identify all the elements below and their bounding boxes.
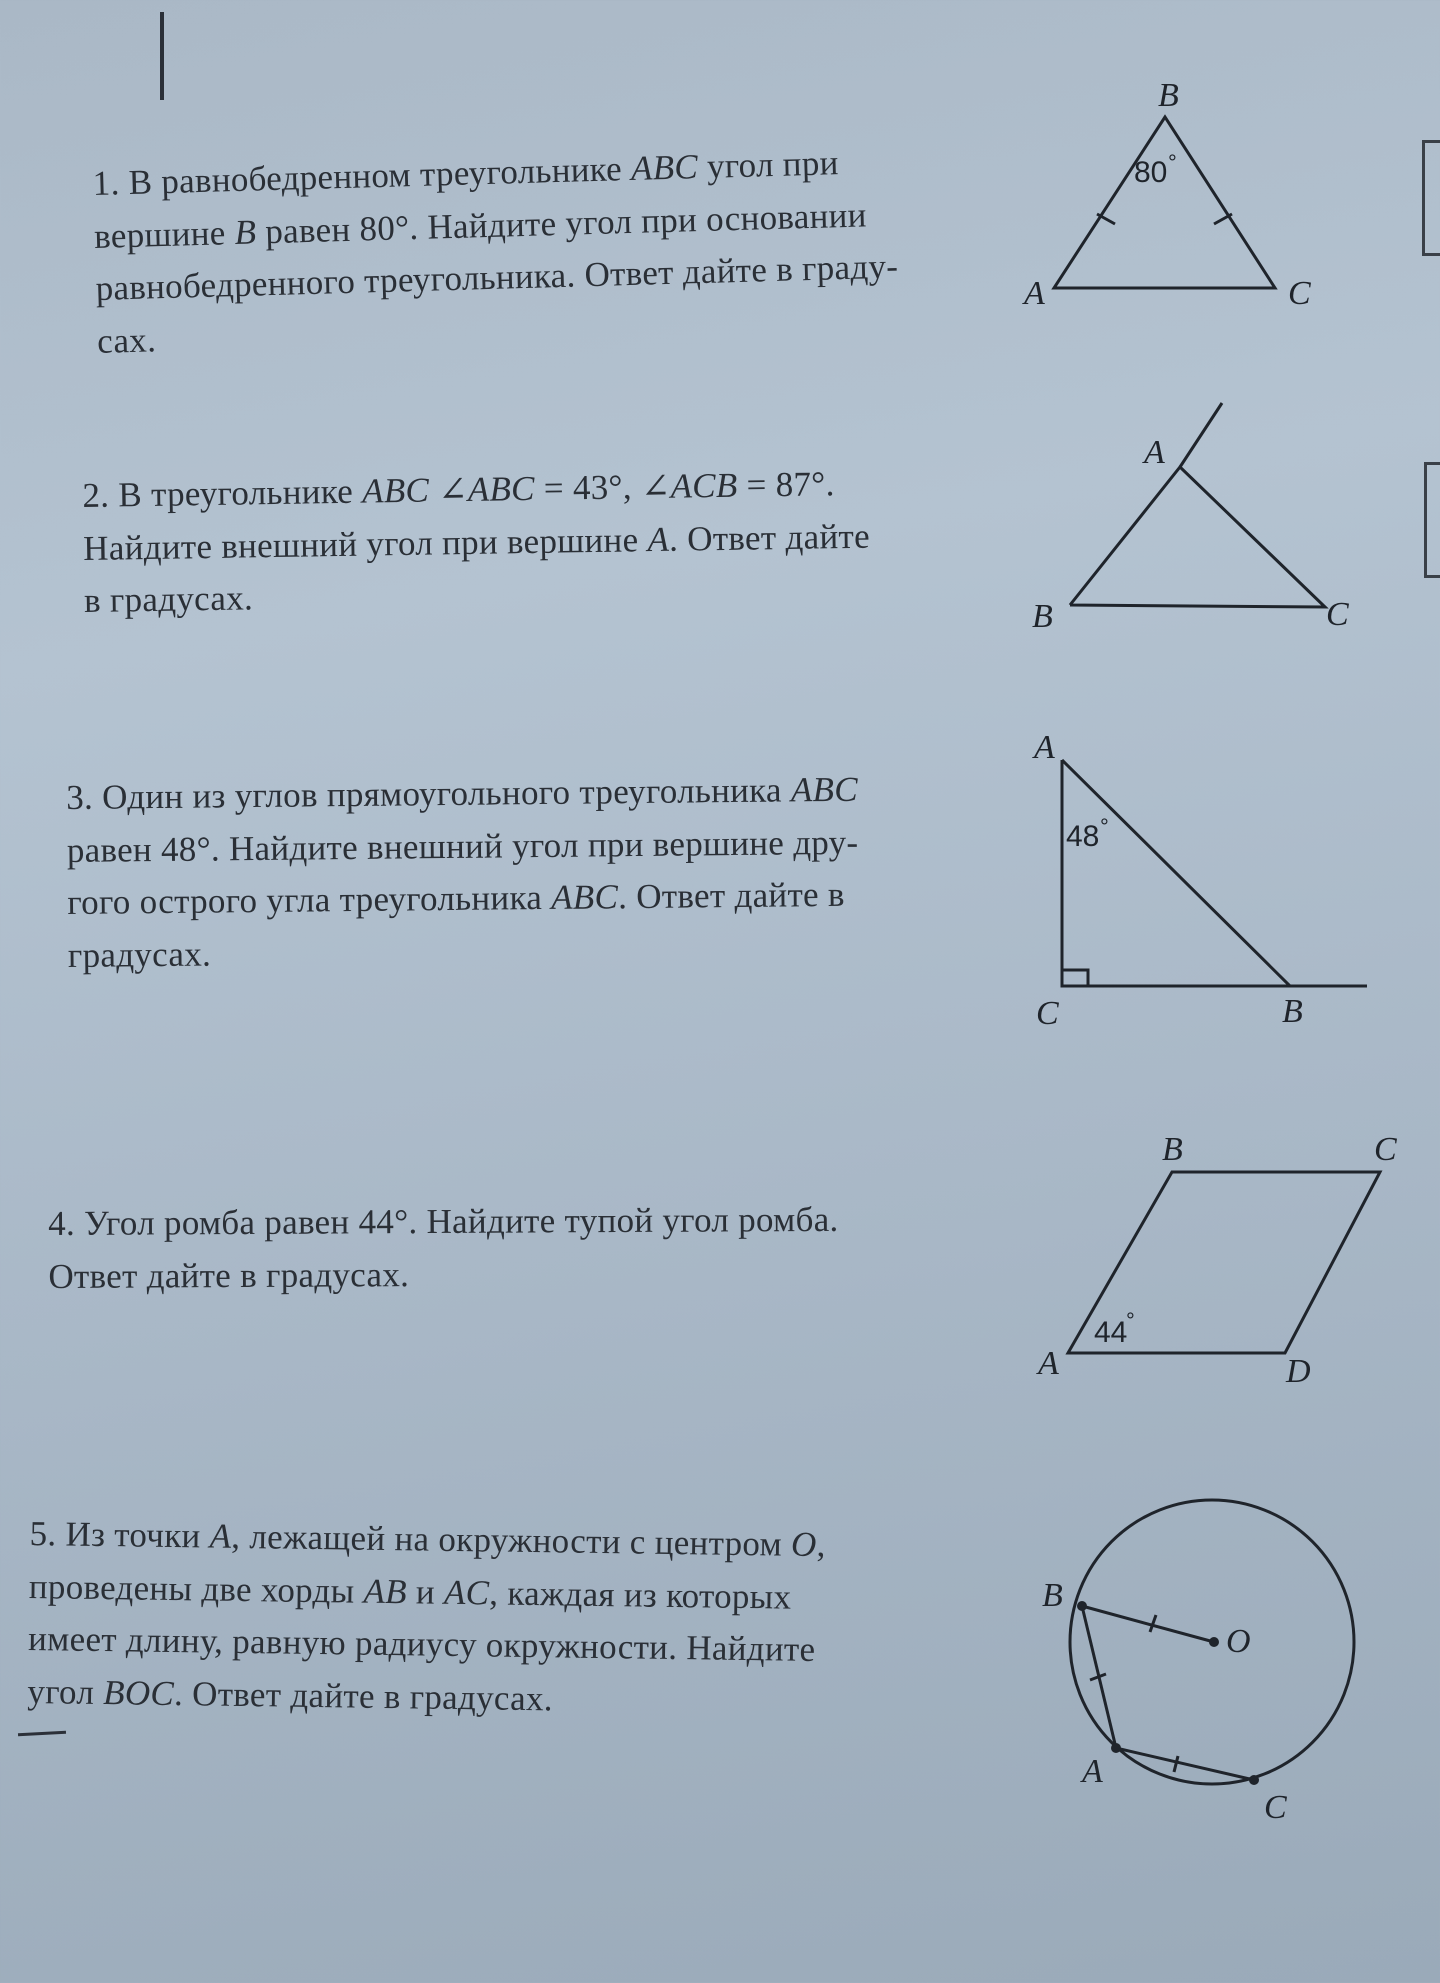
vertex-label-a-4: A xyxy=(1038,1345,1059,1382)
problem-3-number: 3. xyxy=(66,777,94,817)
vertex-label-o-5: O xyxy=(1226,1623,1251,1660)
vertex-label-a-2: A xyxy=(1144,434,1165,471)
problem-3-text xyxy=(66,762,988,982)
vertex-label-c: C xyxy=(1288,275,1311,312)
vertex-label-a: A xyxy=(1024,275,1045,312)
vertex-label-c-2: C xyxy=(1326,596,1349,633)
right-edge-bracket-2 xyxy=(1424,462,1440,578)
problem-1-line-1: 1. В равнобедренном треугольнике ABC угол при xyxy=(92,143,840,203)
problem-4-text xyxy=(48,1193,989,1303)
problem-3-line-2: равен 48°. Найдите внешний угол при вершине дру- xyxy=(66,822,859,870)
vertex-label-d-4: D xyxy=(1286,1353,1311,1390)
underline-pen-mark xyxy=(18,1731,66,1737)
vertex-label-b-5: B xyxy=(1042,1577,1063,1614)
problem-5-line-1: 5. Из точки A, лежащей на окружности с центром O, xyxy=(29,1513,826,1565)
center-point-o xyxy=(1209,1637,1219,1647)
problem-2-line-1: 2. В треугольнике ABC ∠ABC = 43°, ∠ACB = 87°. xyxy=(82,464,835,515)
problem-5-line-3: имеет длину, равную радиусу окружности. Найдите xyxy=(27,1618,816,1669)
figure-4-svg xyxy=(1020,1120,1400,1400)
angle-label-80: 80 xyxy=(1134,156,1168,189)
triangle-abc-2 xyxy=(1070,467,1325,607)
problem-1-line-4: сах. xyxy=(96,319,157,361)
point-a xyxy=(1111,1743,1121,1753)
figure-1-svg xyxy=(1020,70,1340,320)
triangle-abc-1 xyxy=(1054,117,1275,288)
vertex-label-c-3: C xyxy=(1036,995,1059,1032)
tick-mark-ac xyxy=(1174,1756,1178,1772)
triangle-abc-3 xyxy=(1062,760,1290,986)
angle-label-48: 48 xyxy=(1066,820,1100,853)
vertex-label-c-4: C xyxy=(1374,1131,1397,1168)
vertex-label-c-5: C xyxy=(1264,1789,1287,1826)
figure-5-svg xyxy=(1020,1470,1380,1840)
vertex-label-b-3: B xyxy=(1282,993,1303,1030)
degree-sign-3: ° xyxy=(1100,814,1109,839)
problem-1-text xyxy=(92,133,978,367)
degree-sign-1: ° xyxy=(1168,150,1177,175)
point-c xyxy=(1249,1775,1259,1785)
problem-1-number: 1. xyxy=(92,163,121,203)
margin-pen-mark xyxy=(160,12,164,100)
right-angle-mark xyxy=(1062,970,1088,986)
point-b xyxy=(1077,1601,1087,1611)
vertex-label-a-3: A xyxy=(1034,729,1055,766)
problem-1-line-2: вершине B равен 80°. Найдите угол при основании xyxy=(93,194,868,256)
problem-5-line-4: угол BOC. Ответ дайте в градусах. xyxy=(27,1671,554,1718)
radius-bo xyxy=(1082,1606,1214,1642)
figure-3-right-triangle xyxy=(1020,730,1380,1030)
vertex-label-b: B xyxy=(1158,77,1179,114)
problem-4-line-1: 4. Угол ромба равен 44°. Найдите тупой угол ромба. xyxy=(48,1199,839,1243)
problem-4-line-2: Ответ дайте в градусах. xyxy=(48,1254,410,1296)
problem-5-text xyxy=(27,1508,1000,1732)
problem-5-number: 5. xyxy=(29,1513,57,1554)
problem-3-line-3: гого острого угла треугольника ABC. Ответ дайте в xyxy=(67,874,845,922)
problem-2-line-3: в градусах. xyxy=(83,578,254,620)
angle-label-44: 44 xyxy=(1094,1316,1128,1349)
degree-sign-4: ° xyxy=(1126,1308,1135,1333)
problem-2-number: 2. xyxy=(82,475,110,515)
figure-2-svg xyxy=(1020,395,1380,645)
right-edge-bracket-1 xyxy=(1422,140,1440,256)
extension-line-ca xyxy=(1180,403,1222,467)
problem-5-line-2: проведены две хорды AB и AC, каждая из которых xyxy=(28,1566,792,1617)
problem-2-line-2: Найдите внешний угол при вершине A. Ответ дайте xyxy=(82,516,871,568)
problem-3-line-1: 3. Один из углов прямоугольного треугольника ABC xyxy=(66,769,859,817)
figure-5-circle-chords xyxy=(1020,1470,1380,1840)
problem-2-text xyxy=(82,456,984,628)
problem-4-number: 4. xyxy=(48,1203,76,1243)
problem-1-line-3: равнобедренного треугольника. Ответ дайте в граду- xyxy=(95,246,899,308)
figure-4-rhombus xyxy=(1020,1120,1400,1400)
vertex-label-b-2: B xyxy=(1032,598,1053,635)
figure-1-isosceles-triangle xyxy=(1020,70,1340,320)
problem-3-line-4: градусах. xyxy=(67,933,212,975)
vertex-label-a-5: A xyxy=(1082,1753,1103,1790)
vertex-label-b-4: B xyxy=(1162,1131,1183,1168)
figure-2-triangle-exterior-angle xyxy=(1020,395,1380,645)
figure-3-svg xyxy=(1020,730,1380,1030)
